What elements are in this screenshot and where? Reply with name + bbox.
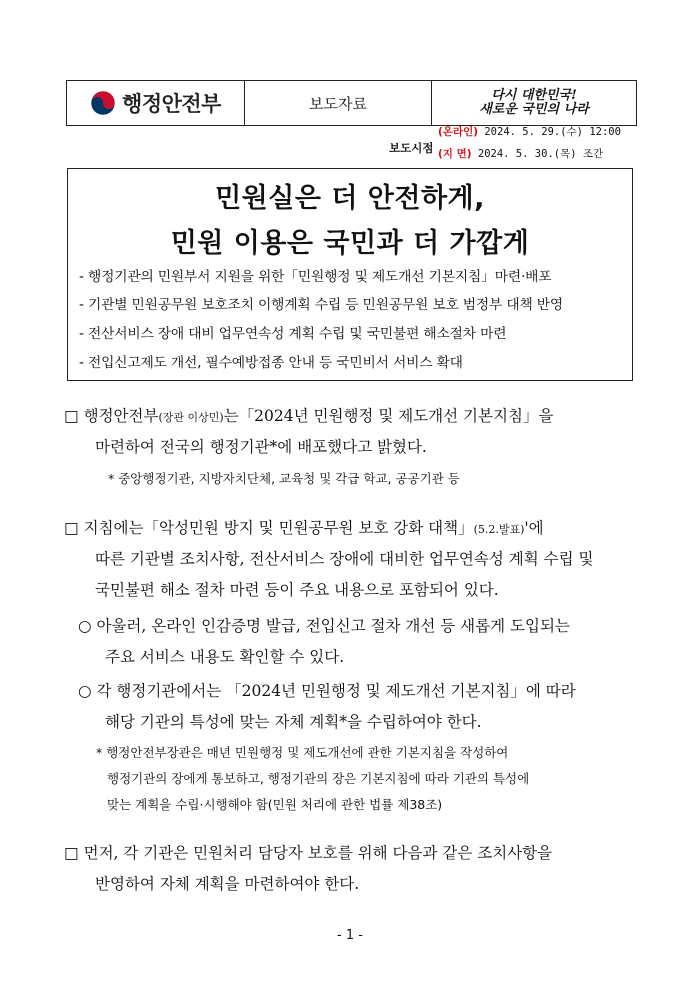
square-bullet: □ [64, 519, 79, 537]
subheadline-2: - 기관별 민원공무원 보호조치 이행계획 수립 등 민원공무원 보호 범정부 대책 반영 [79, 297, 564, 313]
release-print-row [438, 146, 603, 161]
paragraph-5-line-2: 반영하여 자체 계획을 마련하여야 한다. [95, 875, 360, 893]
footnote-1: * 중앙행정기관, 지방자치단체, 교육청 및 각급 학교, 공공기관 등 [108, 471, 460, 486]
release-print-tag: (지 면) [438, 148, 472, 160]
ministry-logo [67, 81, 244, 125]
paragraph-2-line-2: 따른 기관별 조치사항, 전산서비스 장애에 대비한 업무연속성 계획 수립 및 [95, 550, 594, 568]
slogan-line-1: 다시 대한민국! [491, 88, 577, 103]
page-number: - 1 - [337, 928, 363, 943]
square-bullet: □ [64, 844, 79, 862]
headline-line-1: 민원실은 더 안전하게, [215, 183, 485, 214]
slogan [431, 81, 636, 125]
paragraph-2-line-3: 국민불편 해소 절차 마련 등이 주요 내용으로 포함되어 있다. [95, 581, 499, 599]
paragraph-3-line-2: 주요 서비스 내용도 확인할 수 있다. [105, 648, 345, 666]
paragraph-3-line-1 [78, 611, 570, 642]
ministry-name: 행정안전부 [122, 92, 221, 116]
paragraph-5-text: 먼저, 각 기관은 민원처리 담당자 보호를 위해 다음과 같은 조치사항을 [83, 844, 553, 862]
footnote-2-line-3: 맞는 계획을 수립·시행해야 함(민원 처리에 관한 법률 제38조) [107, 797, 443, 812]
paragraph-1-line-1 [64, 401, 553, 433]
footnote-2-line-1: * 행정안전부장관은 매년 민원행정 및 제도개선에 관한 기본지침을 작성하여 [96, 745, 509, 760]
circle-bullet: ○ [78, 617, 92, 635]
headline-box [67, 168, 633, 381]
release-online-time: 2024. 5. 29.(수) 12:00 [484, 126, 621, 138]
taegeuk-emblem-icon [90, 90, 116, 116]
paragraph-1-line-2: 마련하여 전국의 행정기관*에 배포했다고 밝혔다. [95, 438, 427, 456]
paragraph-2-small: (5.2.발표) [473, 523, 525, 536]
headline-line-2: 민원 이용은 국민과 더 가깝게 [170, 228, 530, 259]
release-online-tag: (온라인) [438, 126, 479, 138]
paragraph-2-line-1 [64, 513, 544, 545]
paragraph-4-text: 각 행정기관에서는 「2024년 민원행정 및 제도개선 기본지침」에 따라 [96, 682, 576, 700]
paragraph-1-small: (장관 이상민) [158, 411, 224, 424]
slogan-line-2: 새로운 국민의 나라 [479, 102, 589, 117]
document-type-label: 보도자료 [244, 81, 431, 125]
subheadline-1: - 행정기관의 민원부서 지원을 위한「민원행정 및 제도개선 기본지침」마련·배포 [79, 269, 552, 285]
square-bullet: □ [64, 407, 79, 425]
release-time-block [389, 126, 639, 164]
paragraph-1-text-a: 행정안전부 [83, 407, 159, 425]
subheadline-3: - 전산서비스 장애 대비 업무연속성 계획 수립 및 국민불편 해소절차 마련 [79, 326, 507, 342]
paragraph-5-line-1 [64, 838, 552, 869]
paragraph-2-text-b: '에 [524, 519, 544, 537]
paragraph-1-text-b: 는「2024년 민원행정 및 제도개선 기본지침」을 [223, 407, 554, 425]
paragraph-4-line-2: 해당 기관의 특성에 맞는 자체 계획*을 수립하여야 한다. [105, 713, 482, 731]
release-time-label: 보도시점 [389, 141, 434, 155]
paragraph-2-text-a: 지침에는「악성민원 방지 및 민원공무원 보호 강화 대책」 [83, 519, 474, 537]
footnote-2-line-2: 행정기관의 장에게 통보하고, 행정기관의 장은 기본지침에 따라 기관의 특성에 [107, 771, 530, 786]
release-print-time: 2024. 5. 30.(목) 조간 [477, 148, 604, 160]
paragraph-3-text: 아울러, 온라인 인감증명 발급, 전입신고 절차 개선 등 새롭게 도입되는 [96, 617, 570, 635]
release-online-row [438, 124, 621, 139]
paragraph-4-line-1 [78, 676, 576, 707]
subheadline-4: - 전입신고제도 개선, 필수예방접종 안내 등 국민비서 서비스 확대 [79, 355, 463, 371]
circle-bullet: ○ [78, 682, 92, 700]
header-bar [66, 80, 637, 126]
